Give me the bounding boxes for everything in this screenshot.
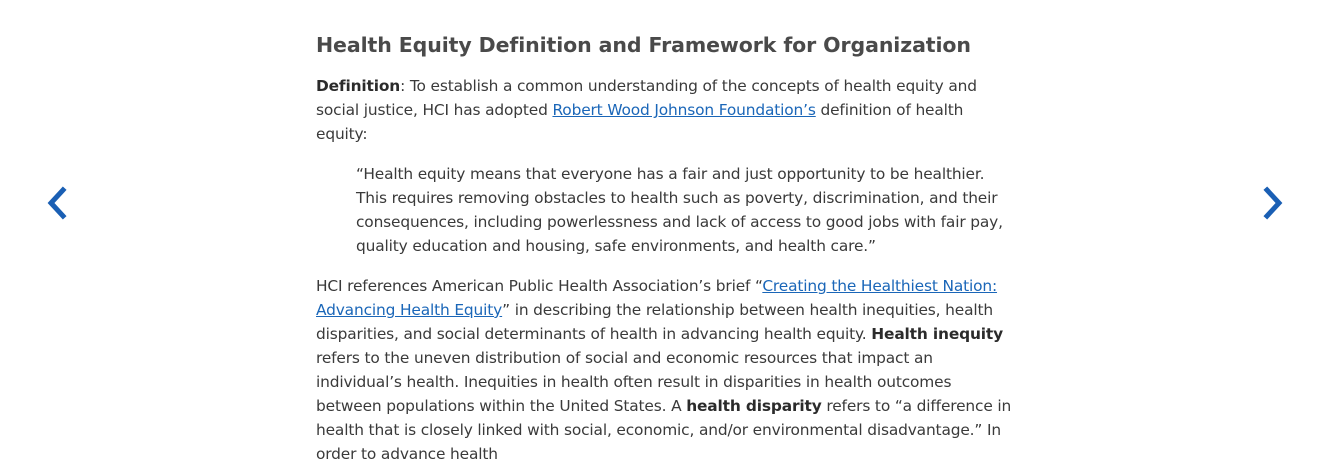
article-content [316,30,1016,466]
reference-paragraph [316,274,1016,466]
reference-text-4: refers to “a difference in health that is closely linked with social, economic, and/or environmental disadvantage.” In order to advance health [316,397,1012,463]
next-slide-button[interactable] [1262,186,1286,220]
definition-label: Definition [316,77,401,95]
definition-text-2: definition of health equity: [316,101,964,143]
term-health-disparity: health disparity [686,397,822,415]
apha-brief-link[interactable]: Creating the Healthiest Nation: Advancing Health Equity [316,277,998,319]
reference-text-1: HCI references American Public Health Association’s brief “ [316,277,763,295]
reference-text-3: refers to the uneven distribution of social and economic resources that impact an individual’s health. Inequities in health often result in disparities in health outcomes between populations within the United States. A [316,349,952,415]
definition-text-1: : To establish a common understanding of the concepts of health equity and social justice, HCI has adopted [316,77,977,119]
chevron-left-icon [44,187,68,219]
page-title: Health Equity Definition and Framework for Organization [316,33,971,57]
reference-text-2: ” in describing the relationship between health inequities, health disparities, and social determinants of health in advancing health equity. [316,301,993,343]
rwjf-link[interactable]: Robert Wood Johnson Foundation’s [552,101,816,119]
term-health-inequity: Health inequity [871,325,1004,343]
definition-paragraph [316,74,1016,146]
previous-slide-button[interactable] [44,186,68,220]
health-equity-quote: “Health equity means that everyone has a fair and just opportunity to be healthier. This requires removing obstacles to health such as poverty, discrimination, and their consequences, including powerlessness and lack of access to good jobs with fair pay, quality education and housing, safe environments, and health care.” [356,165,1003,255]
chevron-right-icon [1262,187,1286,219]
